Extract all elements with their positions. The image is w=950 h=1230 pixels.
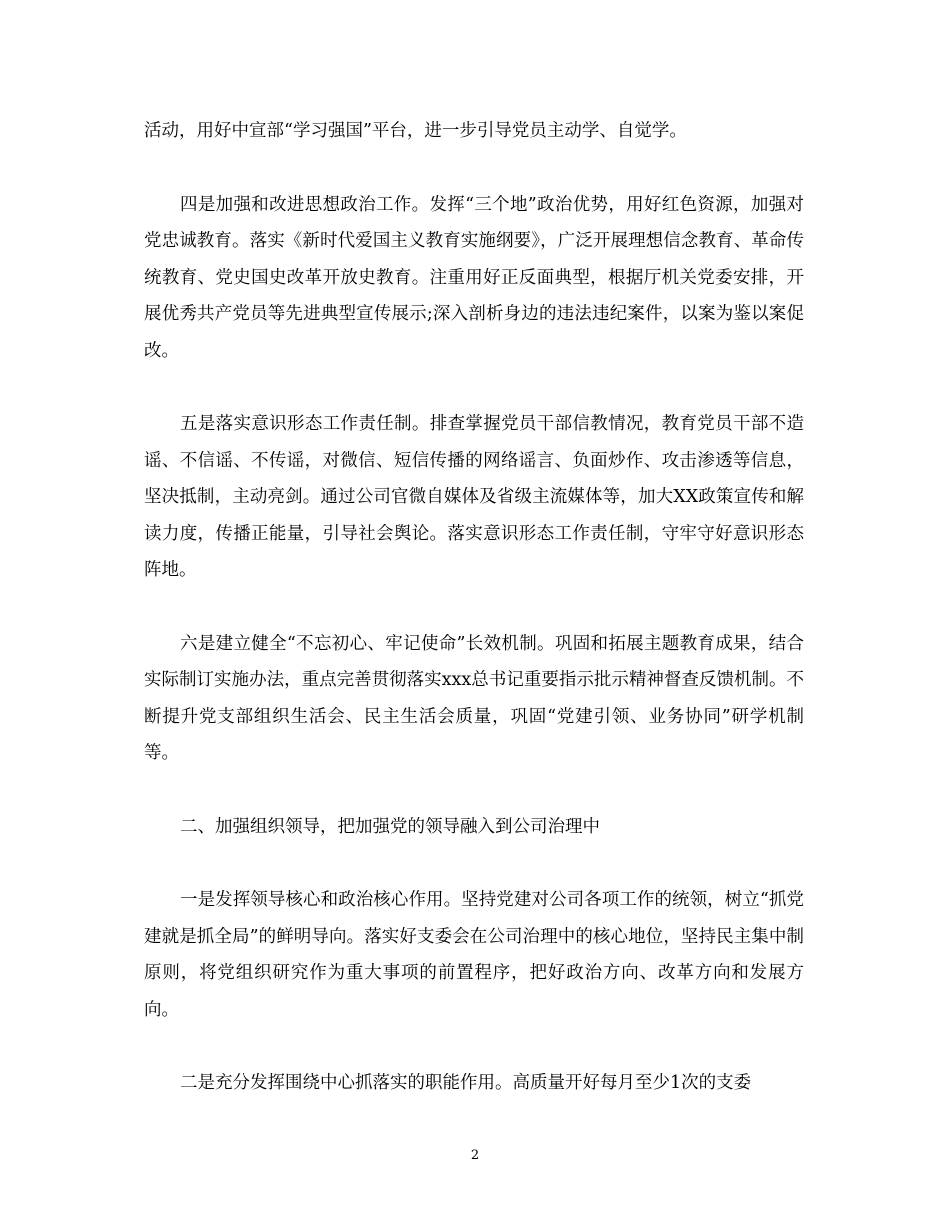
paragraph-5: 一是发挥领导核心和政治核心作用。坚持党建对公司各项工作的统领，树立“抓党建就是抓全局”的鲜明导向。落实好支委会在公司治理中的核心地位，坚持民主集中制原则，将党组织研究作为重大事项的前置程序，把好政治方向、改革方向和发展方向。 — [144, 890, 804, 1020]
page-number: 2 — [470, 1148, 480, 1163]
paragraph-gap — [144, 369, 804, 406]
paragraph-gap — [144, 1028, 804, 1065]
paragraph-4: 六是建立健全“不忘初心、牢记使命”长效机制。巩固和拓展主题教育成果，结合实际制订实施办法，重点完善贯彻落实xxx总书记重要指示批示精神督查反馈机制。不断提升党支部组织生活会、民主生活会质量，巩固“党建引领、业务协同”研学机制等。 — [144, 633, 804, 763]
paragraph-1: 活动，用好中宣部“学习强国”平台，进一步引导党员主动学、自觉学。 — [144, 121, 687, 141]
paragraph-2: 四是加强和改进思想政治工作。发挥“三个地”政治优势，用好红色资源，加强对党忠诚教育。落实《新时代爱国主义教育实施纲要》，广泛开展理想信念教育、革命传统教育、党史国史改革开放史教育。注重用好正反面典型，根据厅机关党委安排，开展优秀共产党员等先进典型宣传展示;深入剖析身边的违法违纪案件，以案为鉴以案促改。 — [144, 194, 804, 361]
paragraph-6: 二是充分发挥围绕中心抓落实的职能作用。高质量开好每月至少1次的支委 — [180, 1073, 752, 1093]
paragraph-gap — [144, 150, 804, 187]
paragraph-gap — [144, 772, 804, 809]
paragraph-3: 五是落实意识形态工作责任制。排查掌握党员干部信教情况，教育党员干部不造谣、不信谣、不传谣，对微信、短信传播的网络谣言、负面炒作、攻击渗透等信息，坚决抵制，主动亮剑。通过公司官微自媒体及省级主流媒体等，加大XX政策宣传和解读力度，传播正能量，引导社会舆论。落实意识形态工作责任制，守牢守好意识形态阵地。 — [144, 414, 804, 580]
section-heading: 二、加强组织领导，把加强党的领导融入到公司治理中 — [180, 816, 600, 837]
document-body — [144, 113, 804, 1102]
paragraph-gap — [144, 589, 804, 626]
paragraph-gap — [144, 845, 804, 882]
